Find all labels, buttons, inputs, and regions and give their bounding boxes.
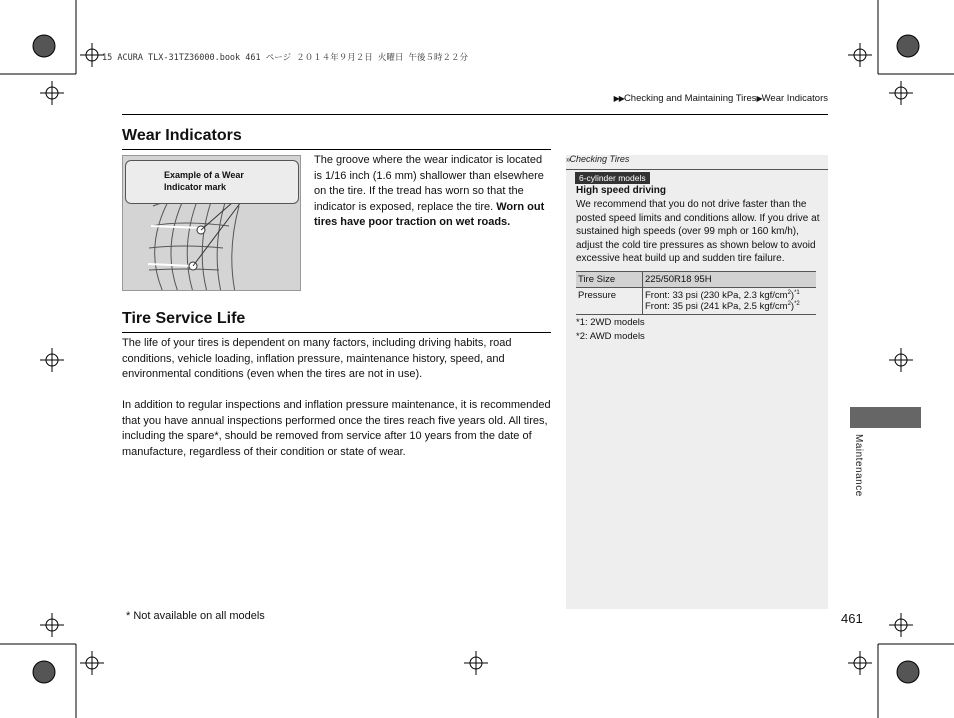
breadcrumb-parent[interactable]: Checking and Maintaining Tires <box>623 93 757 104</box>
wear-body: The groove where the wear indicator is located is 1/16 inch (1.6 mm) shallower than elsewhere on the tire. If the tread has worn so that the indicator is exposed, replace the tire. <box>314 154 544 213</box>
table-row <box>576 288 816 315</box>
pressure-label: Pressure <box>576 288 643 315</box>
callout-label: Example of a Wear Indicator mark <box>164 170 244 192</box>
breadcrumb-arrows: ▶▶ <box>613 94 624 103</box>
wear-title-rule <box>122 149 551 150</box>
figure-callout <box>125 160 299 204</box>
footnote-awd: *2: AWD models <box>576 331 645 342</box>
sidebar-body: We recommend that you do not drive faster than the posted speed limits and conditions allow. If you drive at sustained high speeds (over 99 mph or 160 km/h), adjust the cold tire pressures as shown below to avoid excessive heat build up and sudden tire failure. <box>576 199 820 264</box>
section-tab-label: Maintenance <box>853 434 864 497</box>
size-label: Tire Size <box>576 272 643 288</box>
pressure-2wd: Front: 33 psi (230 kPa, 2.3 kgf/$cm^2)^{*1}$ <box>645 290 800 302</box>
footnote-2wd: *1: 2WD models <box>576 317 645 328</box>
pressure-awd: Front: 35 psi (241 kPa, 2.5 kgf/$cm^2)^{*2}$ <box>645 301 800 313</box>
header-rule <box>122 114 828 115</box>
wear-indicator-text <box>314 153 552 231</box>
tire-pressure-table <box>576 271 816 315</box>
sidebar-heading: High speed driving <box>576 185 667 196</box>
pressure-values <box>643 288 817 315</box>
page-number: 461 <box>841 611 863 626</box>
sidebar-rule <box>566 169 828 170</box>
sidebar-arrow-icon: » <box>566 155 570 164</box>
service-paragraph-1: The life of your tires is dependent on many factors, including driving habits, road conditions, vehicle loading, inflation pressure, maintenance history, speed, and environmental conditions (even when the tires are not in use). <box>122 337 512 380</box>
table-row <box>576 272 816 288</box>
sidebar-title-text[interactable]: Checking Tires <box>569 154 630 164</box>
breadcrumb-current: Wear Indicators <box>761 93 828 104</box>
service-title-rule <box>122 332 551 333</box>
breadcrumb <box>614 93 828 104</box>
breadcrumb-separator: ▶ <box>756 94 762 103</box>
wear-indicators-title: Wear Indicators <box>122 127 242 144</box>
tire-service-life-title: Tire Service Life <box>122 310 246 327</box>
sidebar-title <box>566 154 629 164</box>
model-badge: 6-cylinder models <box>575 172 650 184</box>
availability-note: * Not available on all models <box>126 610 265 622</box>
print-header: 15 ACURA TLX-31TZ36000.book 461 ページ ２０１４年９月２日 火曜日 午後５時２２分 <box>102 53 468 63</box>
wear-warning: Worn out tires have poor traction on wet roads. <box>314 200 545 228</box>
size-value: 225/50R18 95H <box>643 272 817 288</box>
service-paragraph-2: In addition to regular inspections and inflation pressure maintenance, it is recommended that you have annual inspections performed once the tires reach five years old. All tires, including the spare*, should be removed from service after 10 years from the date of manufacture, regardless of their condition or state of wear. <box>122 399 551 458</box>
section-tab[interactable] <box>850 407 921 428</box>
